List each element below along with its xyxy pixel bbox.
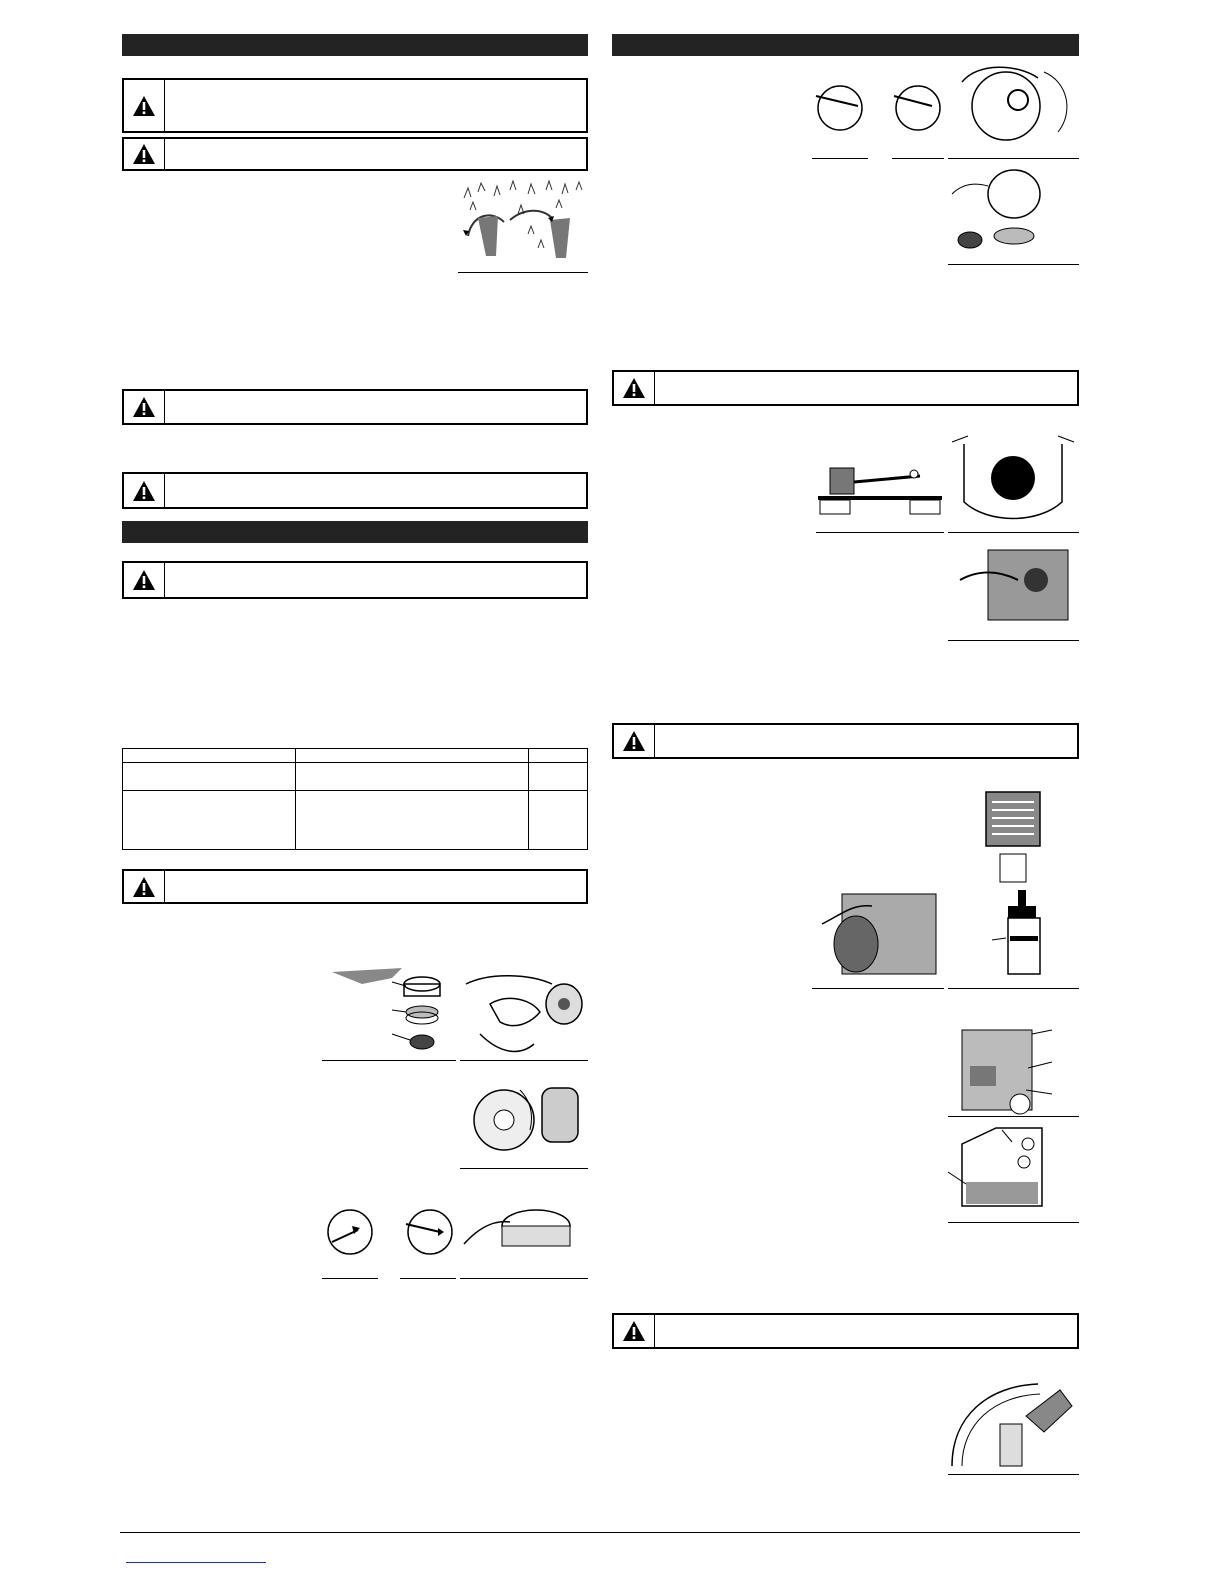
line-winding-illustration (460, 1186, 588, 1279)
section-heading-bar (122, 521, 588, 543)
warning-icon-cell (124, 563, 165, 597)
table-cell (296, 749, 529, 763)
spool-arrow-diagram-a (322, 1186, 378, 1279)
oil-bottle-illustration (948, 884, 1079, 989)
warning-triangle-icon (132, 143, 156, 165)
warning-box (122, 389, 588, 425)
spark-plug-access-illustration (948, 540, 1079, 641)
table-cell (123, 791, 296, 850)
table-row (123, 763, 588, 791)
table-row (123, 791, 588, 850)
warning-box (122, 472, 588, 509)
gearbox-lubrication-illustration (948, 1376, 1079, 1475)
spool-reassembly-illustration (948, 164, 1079, 265)
fuel-tank-diagram (948, 1124, 1079, 1223)
footer-link[interactable] (126, 1548, 266, 1563)
warning-icon-cell (614, 1315, 655, 1347)
warning-triangle-icon (132, 480, 156, 502)
warning-icon-cell (614, 725, 655, 757)
warning-triangle-icon (132, 876, 156, 898)
section-heading-bar (612, 34, 1079, 56)
spool-cleaning-illustration (460, 1070, 588, 1169)
specification-table (122, 748, 588, 850)
muffler-area-illustration (812, 884, 944, 989)
table-cell (529, 749, 588, 763)
warning-box (612, 370, 1079, 406)
warning-icon-cell (124, 139, 165, 169)
table-cell (529, 763, 588, 791)
warning-icon-cell (124, 871, 165, 902)
section-heading-bar (122, 34, 588, 56)
warning-triangle-icon (622, 377, 646, 399)
unit-on-workbench-illustration (816, 448, 944, 533)
table-cell (529, 791, 588, 850)
warning-icon-cell (124, 391, 165, 423)
footer-rule (120, 1532, 1080, 1533)
trimming-pattern-illustration (458, 178, 588, 273)
table-cell (123, 749, 296, 763)
spool-arrow-diagram-b (400, 1186, 456, 1279)
warning-icon-cell (124, 474, 165, 507)
spool-removal-hands-illustration (460, 964, 588, 1061)
warning-box (122, 561, 588, 599)
warning-box (122, 869, 588, 904)
warning-box (122, 137, 588, 171)
spool-rotation-diagram-a (812, 66, 868, 159)
spool-rotation-diagram-b (892, 66, 944, 159)
table-cell (296, 791, 529, 850)
warning-triangle-icon (132, 569, 156, 591)
warning-triangle-icon (132, 95, 156, 117)
warning-triangle-icon (622, 1320, 646, 1342)
table-cell (296, 763, 529, 791)
warning-box (612, 1313, 1079, 1349)
engine-cylinder-illustration (948, 772, 1079, 885)
warning-triangle-icon (622, 730, 646, 752)
line-insertion-illustration (948, 62, 1079, 159)
air-filter-cover-illustration (948, 432, 1079, 533)
warning-box (122, 78, 588, 133)
warning-icon-cell (614, 372, 655, 404)
warning-box (612, 723, 1079, 759)
table-cell (123, 763, 296, 791)
fuel-tank-components-illustration (948, 1020, 1079, 1117)
table-row (123, 749, 588, 763)
trimmer-head-exploded-illustration (322, 964, 456, 1061)
warning-triangle-icon (132, 396, 156, 418)
warning-icon-cell (124, 80, 165, 131)
